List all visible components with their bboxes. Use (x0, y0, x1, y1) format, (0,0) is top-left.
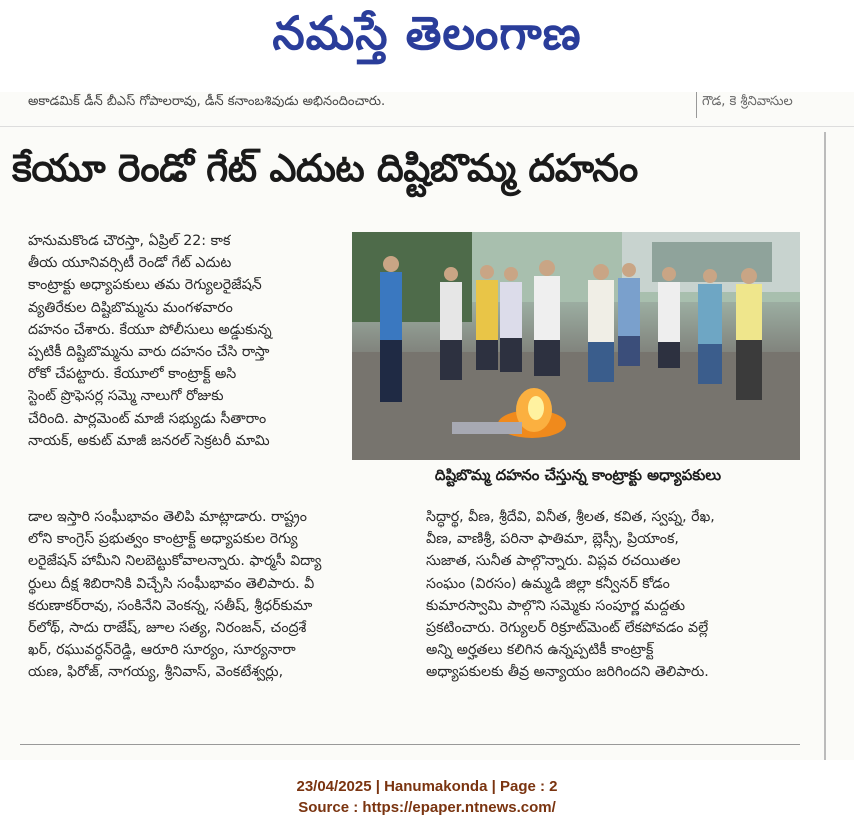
article-line: కాంట్రాక్టు అధ్యాపకులు తమ రెగ్యులరైజేషన్ (28, 277, 262, 294)
article-line: కుమారస్వామి పాల్గొని సమ్మెకు సంపూర్ణ మద్దతు (426, 597, 686, 614)
article-body-bottom-left (28, 506, 413, 684)
article-line: ర్థులు దీక్ష శిబిరానికి విచ్చేసి సంఘీభావం తెలిపారు. వీ (28, 575, 315, 592)
article-line: హనుమకొండ చౌరస్తా, ఏప్రిల్ 22: కాక (28, 233, 231, 249)
article-line: చేరింది. పార్లమెంట్ మాజీ సభ్యుడు సీతారాం (28, 410, 267, 427)
article-line: వ్యతిరేకుల దిష్టిబొమ్మను మంగళవారం (28, 299, 233, 316)
article-line: రోకో చేపట్టారు. కేయూలో కాంట్రాక్ట్ అసి (28, 366, 237, 383)
right-column-rule (824, 132, 826, 760)
protest-photo-illustration (352, 232, 800, 460)
news-photo (352, 232, 800, 460)
previous-article-right-fragment: గౌడ, కె శ్రీనివాసుల (702, 94, 793, 109)
edition-info: 23/04/2025 | Hanumakonda | Page : 2 (296, 778, 558, 795)
article-line: అధ్యాపకులకు తీవ్ర అన్యాయం జరిగిందని తెలిపారు. (426, 664, 709, 681)
article-line: ప్రకటించారు. రెగ్యులర్ రిక్రూట్‌మెంట్ లేకపోవడం వల్లే (426, 620, 709, 637)
source-link[interactable]: Source : https://epaper.ntnews.com/ (298, 799, 556, 816)
masthead (0, 0, 854, 80)
article-body-top-left (28, 230, 358, 452)
column-divider (696, 92, 697, 118)
article-line: కరుణాకర్‌రావు, సంకినేని వెంకన్న, సతీష్, శ్రీధర్‌కుమా (28, 597, 313, 614)
previous-article-tail: అకాడమిక్ డీన్ బీఎస్ గోపాలరావు, డీన్ కనాంబశివుడు అభినందించారు. (28, 94, 386, 109)
article-line: ప్పటికీ దిష్టిబొమ్మను వారు దహనం చేసి రాస్తా (28, 344, 270, 361)
photo-caption: దిష్టిబొమ్మ దహనం చేస్తున్న కాంట్రాక్టు అధ్యాపకులు (434, 466, 722, 484)
article-line: స్టెంట్ ప్రొఫెసర్ల సమ్మె నాలుగో రోజుకు (28, 388, 224, 405)
article-line: యణ, ఫిరోజ్, నాగయ్య, శ్రీనివాస్, వెంకటేశ్వర్లు, (28, 664, 284, 681)
article-line: సంఘం (విరసం) ఉమ్మడి జిల్లా కన్వీనర్ కోడం (426, 575, 670, 592)
article-line: సిద్ధార్థ, వీణ, శ్రీదేవి, వినీత, శ్రీలత, కవిత, స్వప్న, రేఖ, (426, 509, 715, 525)
bottom-rule (20, 744, 800, 745)
article-line: లోని కాంగ్రెస్ ప్రభుత్వం కాంట్రాక్ట్ అధ్యాపకుల రెగ్యు (28, 531, 298, 548)
section-rule (0, 126, 854, 127)
article-line: ఖర్, రఘువర్ధన్‌రెడ్డి, ఆరూరి సూర్యం, సూర్యనారా (28, 642, 296, 659)
masthead-logo: నమస్తే తెలంగాణ (272, 6, 582, 60)
article-line: వీణ, వాణిశ్రీ, పరినా ఫాతిమా, బ్లెస్సీ, ప్రియాంక, (426, 531, 679, 548)
article-headline: కేయూ రెండో గేట్ ఎదుట దిష్టిబొమ్మ దహనం (12, 146, 638, 190)
article-line: ర్‌లోథ్, సాదు రాజేష్, జూల సత్య, నిరంజన్, చంద్రశే (28, 620, 307, 637)
article-line: తీయ యూనివర్సిటీ రెండో గేట్ ఎదుట (28, 255, 232, 272)
article-line: నాయక్, అకుట్ మాజీ జనరల్ సెక్రటరీ మామి (28, 432, 270, 449)
article-line: డాల ఇస్తారి సంఘీభావం తెలిపి మాట్లాడారు. రాష్ట్రం (28, 509, 307, 525)
newspaper-clipping (0, 92, 854, 760)
article-line: లరైజేషన్ హామీని నిలబెట్టుకోవాలన్నారు. ఫార్మసీ విద్యా (28, 553, 322, 570)
article-line: దహనం చేశారు. కేయూ పోలీసులు అడ్డుకున్న (28, 321, 272, 338)
page-footer (0, 776, 854, 818)
article-line: సుజాత, సునీత పాల్గొన్నారు. విప్లవ రచయితల (426, 553, 681, 570)
article-body-bottom-right (426, 506, 791, 684)
article-line: అన్ని అర్హతలు కలిగిన ఉన్నప్పటికీ కాంట్రాక్ట్ (426, 642, 654, 659)
